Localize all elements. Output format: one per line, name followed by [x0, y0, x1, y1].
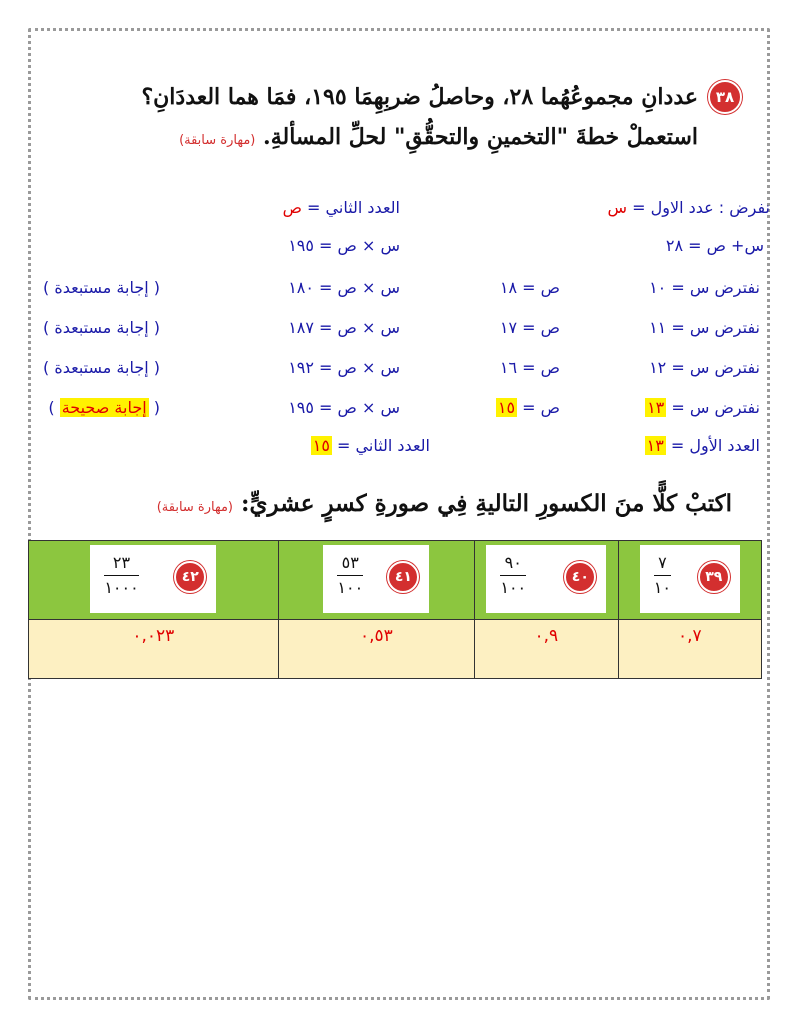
trial-y: ص = ١٨ [499, 278, 560, 297]
final-trial-x: نفترض س = ١٣ [647, 398, 760, 417]
trial-result: ( إجابة مستبعدة ) [43, 278, 160, 297]
trial-x: نفترض س = ١٢ [649, 358, 760, 377]
problem-line-1: عددانِ مجموعُهُما ٢٨، وحاصلُ ضربِهِمَا ١٩٥، فمَا هما العددَانِ؟ [141, 84, 698, 110]
exercise-title: اكتبْ كلًّا منَ الكسورِ التاليةِ فِي صورةِ كسرٍ عشريٍّ: (مهارة سابقة) [156, 490, 732, 517]
exercise-number-badge: ٣٩ [698, 561, 730, 593]
trial-y: ص = ١٦ [499, 358, 560, 377]
trial-result: ( إجابة مستبعدة ) [43, 358, 160, 377]
skill-hint: (مهارة سابقة) [179, 133, 256, 148]
numerator: ٩٠ [504, 553, 522, 572]
fraction [104, 553, 138, 598]
decimal-answer: ٠,٥٣ [359, 626, 393, 646]
fraction-cell [29, 541, 279, 620]
sum-equation: س+ ص = ٢٨ [665, 236, 764, 255]
exercise-number-badge: ٤٠ [564, 561, 596, 593]
problem-line-2: استعملْ خطةَ "التخمينِ والتحقُّقِ" لحلِّ المسألةِ. (مهارة سابقة) [179, 124, 698, 150]
numerator: ٥٣ [341, 553, 359, 572]
denominator: ١٠٠ [500, 578, 527, 597]
numerator: ٢٣ [112, 553, 131, 572]
answer-cell [618, 620, 761, 679]
exercise-number-badge: ٤٢ [174, 561, 206, 593]
answer-cell [278, 620, 474, 679]
fraction-cell [475, 541, 618, 620]
problem-number-badge: ٣٨ [708, 80, 742, 114]
answer-second: العدد الثاني = ١٥ [312, 436, 430, 455]
fraction-card [486, 545, 606, 613]
trial-x: نفترض س = ١١ [649, 318, 760, 337]
fraction-card [90, 545, 216, 613]
denominator: ١٠٠٠ [104, 578, 139, 597]
denominator: ١٠ [653, 578, 671, 597]
numerator: ٧ [658, 553, 667, 572]
fraction-card [323, 545, 429, 613]
assume-second: العدد الثاني = ص [282, 198, 400, 217]
exercise-number-badge: ٤١ [387, 561, 419, 593]
trial-product: س × ص = ١٩٢ [288, 358, 400, 377]
fractions-table [28, 540, 762, 679]
fraction-bar [500, 575, 526, 576]
decimal-answer: ٠,٩ [534, 626, 559, 646]
final-trial-y: ص = ١٥ [497, 398, 560, 417]
fraction [500, 553, 526, 598]
product-equation: س × ص = ١٩٥ [288, 236, 400, 255]
answer-cell [29, 620, 279, 679]
fraction [654, 553, 671, 598]
fraction-card [640, 545, 740, 613]
skill-hint: (مهارة سابقة) [156, 500, 234, 515]
final-trial-product: س × ص = ١٩٥ [288, 398, 400, 417]
answer-cell [475, 620, 618, 679]
fraction-bar [337, 575, 363, 576]
final-trial-result: ( إجابة صحيحة ) [48, 398, 160, 417]
fraction-bar [654, 575, 671, 576]
fraction [337, 553, 363, 598]
assume-first: نفرض : عدد الاول = س [607, 198, 770, 217]
answer-first: العدد الأول = ١٣ [646, 436, 760, 455]
fraction-bar [104, 575, 138, 576]
fraction-cell [278, 541, 474, 620]
fraction-cell [618, 541, 761, 620]
denominator: ١٠٠ [337, 578, 364, 597]
fractions-row [29, 541, 762, 620]
trial-product: س × ص = ١٨٠ [288, 278, 400, 297]
trial-x: نفترض س = ١٠ [649, 278, 760, 297]
decimal-answer: ٠,٧ [677, 626, 702, 646]
trial-y: ص = ١٧ [499, 318, 560, 337]
trial-product: س × ص = ١٨٧ [288, 318, 400, 337]
decimal-answer: ٠,٠٢٣ [132, 626, 175, 646]
answers-row [29, 620, 762, 679]
trial-result: ( إجابة مستبعدة ) [43, 318, 160, 337]
